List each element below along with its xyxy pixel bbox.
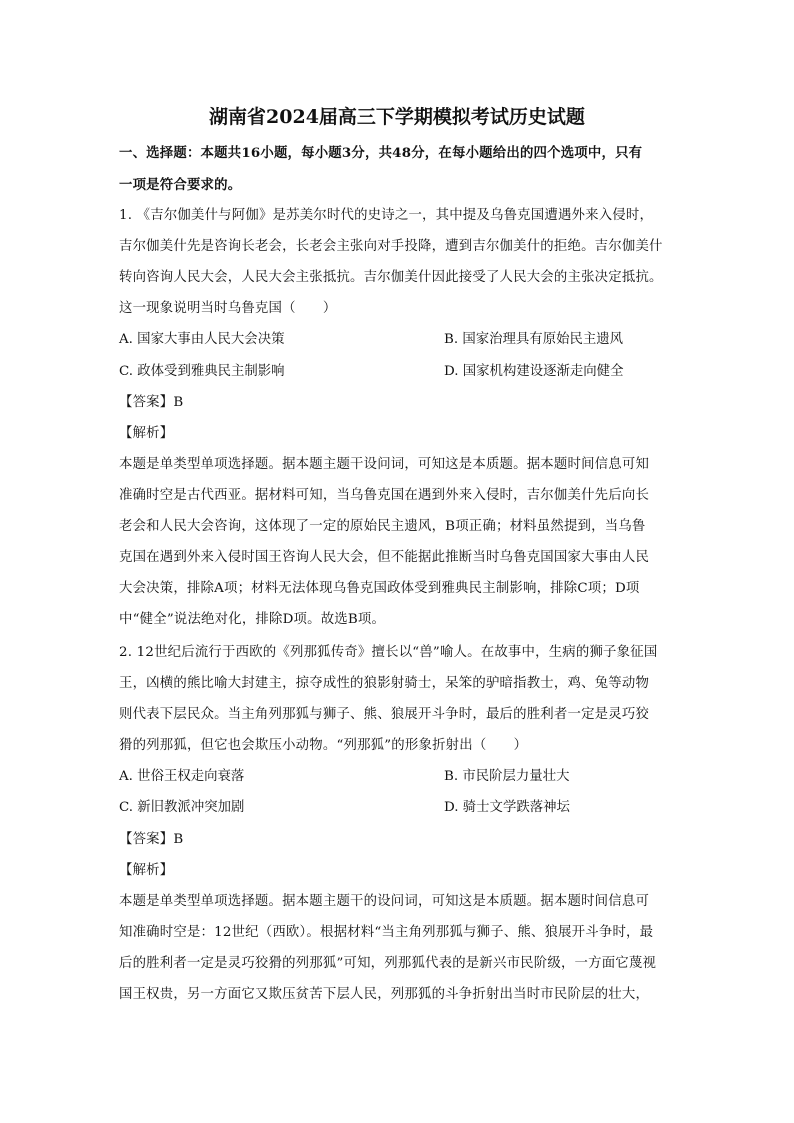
q1-option-d: D. 国家机构建设逐渐走向健全	[444, 364, 624, 379]
section-instruction-line-2: 一项是符合要求的。	[119, 177, 242, 193]
page-title: 湖南省2024届高三下学期模拟考试历史试题	[209, 106, 585, 128]
q1-stem-line: 转向咨询人民大会，人民大会主张抵抗。吉尔伽美什因此接受了人民大会的主张决定抵抗。	[119, 270, 663, 285]
q1-stem-line: 1. 《吉尔伽美什与阿伽》是苏美尔时代的史诗之一，其中提及乌鲁克国遭遇外来入侵时，	[119, 208, 654, 223]
q2-analysis-label: 【解析】	[119, 863, 174, 878]
q1-stem-line: 这一现象说明当时乌鲁克国（ ）	[119, 301, 337, 316]
q1-option-a: A. 国家大事由人民大会决策	[119, 332, 285, 347]
q1-stem-line: 吉尔伽美什先是咨询长老会，长老会主张向对手投降，遭到吉尔伽美什的拒绝。吉尔伽美什	[119, 239, 663, 254]
q2-option-c: C. 新旧教派冲突加剧	[119, 800, 245, 815]
q2-option-a: A. 世俗王权走向衰落	[119, 769, 245, 784]
q2-stem-line: 2. 12世纪后流行于西欧的《列那狐传奇》擅长以“兽”喻人。在故事中，生病的狮子象征国	[119, 645, 658, 660]
q1-analysis-line: 大会决策，排除A项；材料无法体现乌鲁克国政体受到雅典民主制影响，排除C项；D项	[119, 581, 640, 596]
q2-analysis-line: 知准确时空是：12世纪（西欧）。根据材料“当主角列那狐与狮子、熊、狼展开斗争时，最	[119, 925, 654, 940]
q1-analysis-line: 克国在遇到外来入侵时国王咨询人民大会，但不能据此推断当时乌鲁克国国家大事由人民	[119, 550, 650, 565]
q2-analysis-line: 国王权贵，另一方面它又欺压贫苦下层人民，列那狐的斗争折射出当时市民阶层的壮大，	[119, 987, 650, 1002]
section-instruction-line-1: 一、选择题：本题共16小题，每小题3分，共48分，在每小题给出的四个选项中，只有	[119, 145, 643, 161]
q1-analysis-line: 本题是单类型单项选择题。据本题主题干设问词，可知这是本质题。据本题时间信息可知	[119, 457, 650, 472]
q1-answer: 【答案】B	[119, 395, 184, 410]
q1-analysis-line: 中“健全”说法绝对化，排除D项。故选B项。	[119, 612, 386, 627]
q2-analysis-line: 本题是单类型单项选择题。据本题主题干的设问词，可知这是本质题。据本题时间信息可	[119, 894, 650, 909]
q2-option-b: B. 市民阶层力量壮大	[444, 769, 570, 784]
q1-option-c: C. 政体受到雅典民主制影响	[119, 364, 285, 379]
q2-answer: 【答案】B	[119, 832, 184, 847]
q2-stem-line: 猾的列那狐，但它也会欺压小动物。“列那狐”的形象折射出（ ）	[119, 738, 528, 753]
q1-option-b: B. 国家治理具有原始民主遗风	[444, 332, 624, 347]
q2-option-d: D. 骑士文学跌落神坛	[444, 800, 570, 815]
q1-analysis-line: 老会和人民大会咨询，这体现了一定的原始民主遗风，B项正确；材料虽然提到，当乌鲁	[119, 519, 646, 534]
q1-analysis-line: 准确时空是古代西亚。据材料可知，当乌鲁克国在遇到外来入侵时，吉尔伽美什先后向长	[119, 488, 650, 503]
q2-stem-line: 则代表下层民众。当主角列那狐与狮子、熊、狼展开斗争时，最后的胜利者一定是灵巧狡	[119, 707, 650, 722]
q1-analysis-label: 【解析】	[119, 426, 174, 441]
q2-analysis-line: 后的胜利者一定是灵巧狡猾的列那狐”可知，列那狐代表的是新兴市民阶级，一方面它蔑视	[119, 956, 657, 971]
q2-stem-line: 王，凶横的熊比喻大封建主，掠夺成性的狼影射骑士，呆笨的驴暗指教士，鸡、兔等动物	[119, 676, 650, 691]
